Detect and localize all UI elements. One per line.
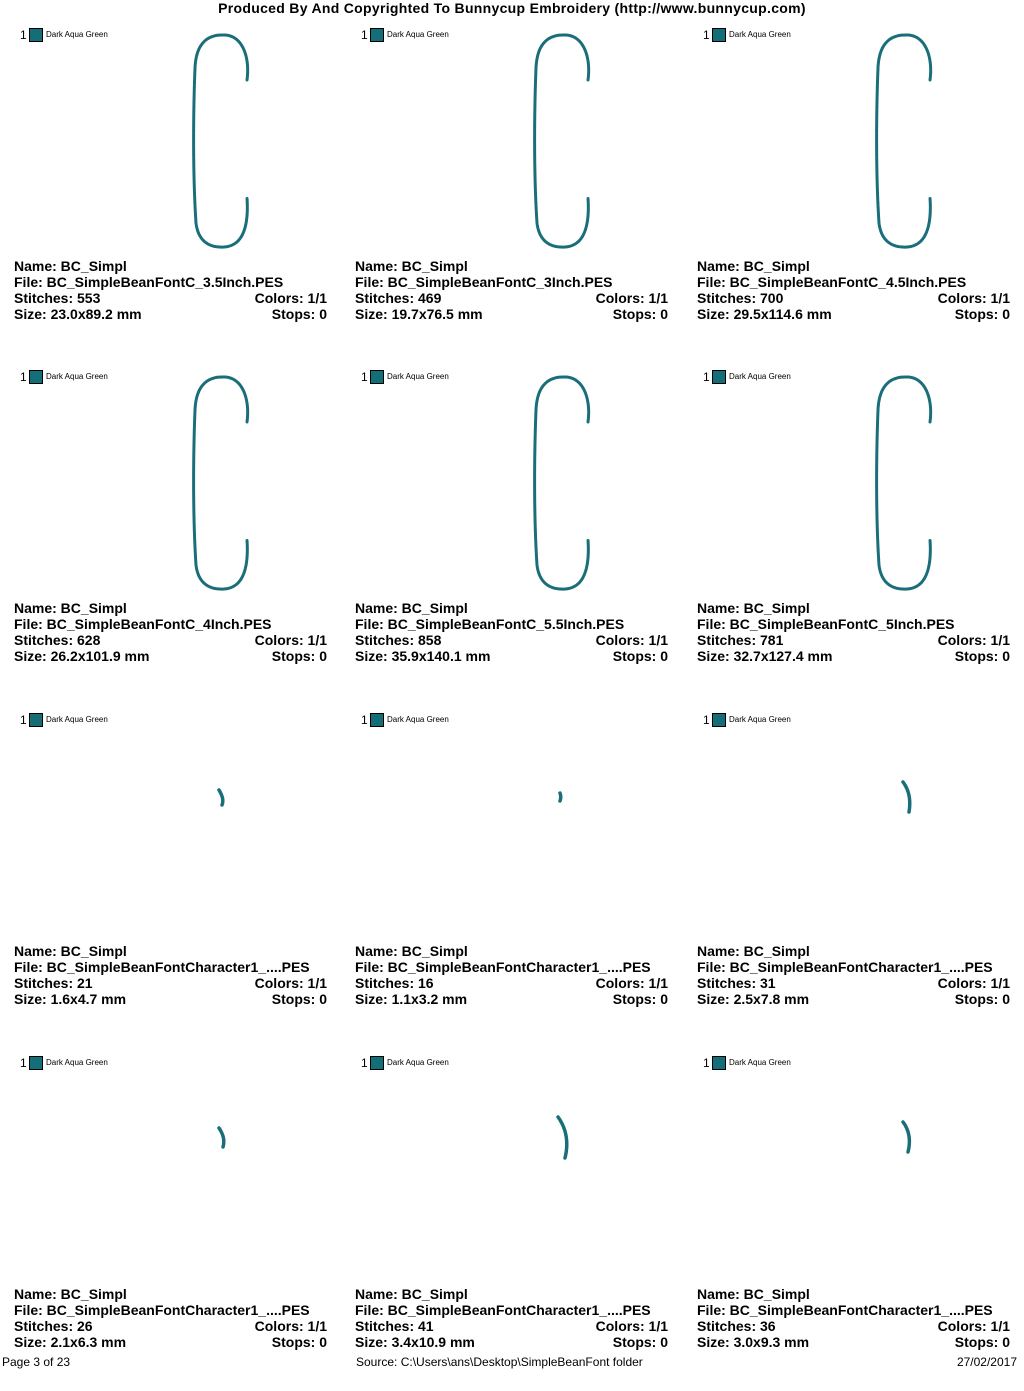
design-file: File: BC_SimpleBeanFontCharacter1_....PES [14, 959, 310, 975]
thread-index: 1 [703, 1056, 710, 1070]
stitch-path [877, 35, 931, 247]
thread-index: 1 [20, 1056, 27, 1070]
design-colors: Colors: 1/1 [254, 1318, 327, 1334]
design-card[interactable] [341, 20, 682, 363]
page-header: Produced By And Copyrighted To Bunnycup Embroidery (http://www.bunnycup.com) [218, 0, 806, 16]
thread-legend [361, 369, 449, 385]
design-colors: Colors: 1/1 [595, 632, 668, 648]
design-colors: Colors: 1/1 [937, 1318, 1010, 1334]
design-name: Name: BC_Simpl [14, 600, 127, 616]
design-stops: Stops: 0 [271, 991, 327, 1007]
design-size: Size: 1.1x3.2 mm [355, 991, 468, 1007]
design-stops: Stops: 0 [954, 991, 1010, 1007]
design-card[interactable] [341, 705, 682, 1048]
thread-swatch [370, 28, 384, 42]
design-stitches: Stitches: 26 [14, 1318, 93, 1334]
design-stops: Stops: 0 [954, 648, 1010, 664]
design-size: Size: 32.7x127.4 mm [697, 648, 833, 664]
design-size: Size: 29.5x114.6 mm [697, 306, 832, 322]
thread-index: 1 [703, 713, 710, 727]
design-file: File: BC_SimpleBeanFontC_5.5Inch.PES [355, 616, 625, 632]
stitch-path [535, 35, 589, 247]
thread-swatch [370, 370, 384, 384]
thread-color-name: Dark Aqua Green [46, 30, 108, 39]
design-colors: Colors: 1/1 [937, 290, 1010, 306]
page-footer [0, 1354, 1024, 1370]
design-colors: Colors: 1/1 [595, 1318, 668, 1334]
bracket-c-icon [793, 370, 1013, 595]
thread-index: 1 [361, 370, 368, 384]
stitch-path [194, 377, 248, 589]
design-card[interactable] [0, 705, 341, 1048]
thread-swatch [370, 1056, 384, 1070]
design-size: Size: 1.6x4.7 mm [14, 991, 127, 1007]
thread-color-name: Dark Aqua Green [729, 1058, 791, 1067]
design-file: File: BC_SimpleBeanFontC_3.5Inch.PES [14, 274, 284, 290]
thread-color-name: Dark Aqua Green [729, 715, 791, 724]
design-stops: Stops: 0 [271, 1334, 327, 1350]
bracket-c-icon [793, 28, 1013, 253]
stroke-icon [793, 713, 1013, 938]
thread-legend [361, 1055, 449, 1071]
design-size: Size: 2.1x6.3 mm [14, 1334, 127, 1350]
thread-swatch [29, 713, 43, 727]
design-info [355, 943, 668, 1007]
design-info [697, 600, 1010, 664]
thread-color-name: Dark Aqua Green [46, 1058, 108, 1067]
stitch-path [903, 1122, 909, 1152]
design-file: File: BC_SimpleBeanFontC_5Inch.PES [697, 616, 955, 632]
design-stitches: Stitches: 21 [14, 975, 93, 991]
bracket-c-icon [110, 370, 330, 595]
design-size: Size: 3.0x9.3 mm [697, 1334, 810, 1350]
design-colors: Colors: 1/1 [254, 290, 327, 306]
stitch-path [219, 790, 223, 805]
thread-color-name: Dark Aqua Green [46, 715, 108, 724]
design-name: Name: BC_Simpl [697, 943, 810, 959]
design-info [355, 1286, 668, 1350]
thread-color-name: Dark Aqua Green [729, 30, 791, 39]
stroke-icon [451, 713, 671, 938]
thread-swatch [370, 713, 384, 727]
design-stops: Stops: 0 [612, 306, 668, 322]
stroke-icon [110, 713, 330, 938]
design-card[interactable] [683, 1048, 1024, 1391]
design-size: Size: 26.2x101.9 mm [14, 648, 150, 664]
thread-index: 1 [361, 713, 368, 727]
design-colors: Colors: 1/1 [254, 975, 327, 991]
thread-legend [20, 369, 108, 385]
design-file: File: BC_SimpleBeanFontCharacter1_....PES [14, 1302, 310, 1318]
design-stops: Stops: 0 [954, 306, 1010, 322]
design-file: File: BC_SimpleBeanFontCharacter1_....PES [355, 959, 651, 975]
design-name: Name: BC_Simpl [355, 1286, 468, 1302]
design-name: Name: BC_Simpl [14, 258, 127, 274]
stroke-icon [451, 1056, 671, 1281]
design-file: File: BC_SimpleBeanFontCharacter1_....PES [697, 1302, 993, 1318]
design-card[interactable] [683, 362, 1024, 705]
thread-index: 1 [361, 1056, 368, 1070]
stitch-path [194, 35, 248, 247]
thread-color-name: Dark Aqua Green [387, 715, 449, 724]
stitch-path [219, 1128, 224, 1147]
thread-index: 1 [361, 28, 368, 42]
design-file: File: BC_SimpleBeanFontC_4.5Inch.PES [697, 274, 967, 290]
design-card[interactable] [0, 20, 341, 363]
thread-swatch [29, 28, 43, 42]
thread-swatch [29, 370, 43, 384]
thread-legend [703, 712, 791, 728]
design-card[interactable] [683, 705, 1024, 1048]
design-stitches: Stitches: 628 [14, 632, 101, 648]
design-info [697, 258, 1010, 322]
thread-legend [361, 27, 449, 43]
thread-swatch [712, 28, 726, 42]
thread-swatch [712, 713, 726, 727]
design-name: Name: BC_Simpl [14, 943, 127, 959]
thread-legend [20, 712, 108, 728]
bracket-c-icon [451, 28, 671, 253]
design-card[interactable] [341, 1048, 682, 1391]
design-stops: Stops: 0 [612, 1334, 668, 1350]
design-info [14, 943, 327, 1007]
thread-legend [703, 369, 791, 385]
design-stitches: Stitches: 36 [697, 1318, 776, 1334]
design-card[interactable] [341, 362, 682, 705]
thread-legend [361, 712, 449, 728]
design-colors: Colors: 1/1 [254, 632, 327, 648]
design-grid [0, 20, 1024, 1350]
thread-legend [703, 1055, 791, 1071]
stitch-path [535, 377, 589, 589]
design-size: Size: 23.0x89.2 mm [14, 306, 142, 322]
design-stitches: Stitches: 31 [697, 975, 776, 991]
thread-legend [20, 1055, 108, 1071]
design-info [355, 600, 668, 664]
design-stitches: Stitches: 469 [355, 290, 442, 306]
design-info [14, 258, 327, 322]
design-name: Name: BC_Simpl [697, 600, 810, 616]
thread-index: 1 [703, 28, 710, 42]
thread-index: 1 [20, 713, 27, 727]
design-size: Size: 35.9x140.1 mm [355, 648, 491, 664]
design-stops: Stops: 0 [954, 1334, 1010, 1350]
design-file: File: BC_SimpleBeanFontC_4Inch.PES [14, 616, 272, 632]
design-info [697, 1286, 1010, 1350]
design-card[interactable] [683, 20, 1024, 363]
thread-color-name: Dark Aqua Green [729, 372, 791, 381]
design-stops: Stops: 0 [271, 648, 327, 664]
design-name: Name: BC_Simpl [697, 258, 810, 274]
design-info [697, 943, 1010, 1007]
design-info [355, 258, 668, 322]
design-stops: Stops: 0 [612, 991, 668, 1007]
design-file: File: BC_SimpleBeanFontCharacter1_....PES [355, 1302, 651, 1318]
print-date: 27/02/2017 [956, 1355, 1017, 1369]
design-size: Size: 2.5x7.8 mm [697, 991, 810, 1007]
thread-index: 1 [20, 28, 27, 42]
thread-swatch [29, 1056, 43, 1070]
stroke-icon [110, 1056, 330, 1281]
design-colors: Colors: 1/1 [937, 975, 1010, 991]
thread-swatch [712, 370, 726, 384]
stitch-path [903, 782, 910, 812]
bracket-c-icon [451, 370, 671, 595]
thread-index: 1 [703, 370, 710, 384]
design-stitches: Stitches: 858 [355, 632, 442, 648]
design-stitches: Stitches: 700 [697, 290, 784, 306]
design-info [14, 600, 327, 664]
thread-color-name: Dark Aqua Green [46, 372, 108, 381]
design-stops: Stops: 0 [271, 306, 327, 322]
stitch-path [558, 1117, 567, 1158]
design-name: Name: BC_Simpl [697, 1286, 810, 1302]
stroke-icon [793, 1056, 1013, 1281]
stitch-path [877, 377, 931, 589]
thread-swatch [712, 1056, 726, 1070]
thread-legend [20, 27, 108, 43]
design-info [14, 1286, 327, 1350]
page-number: Page 3 of 23 [2, 1355, 71, 1369]
design-size: Size: 19.7x76.5 mm [355, 306, 483, 322]
thread-legend [703, 27, 791, 43]
design-stitches: Stitches: 781 [697, 632, 784, 648]
design-stitches: Stitches: 41 [355, 1318, 434, 1334]
design-name: Name: BC_Simpl [355, 600, 468, 616]
design-card[interactable] [0, 1048, 341, 1391]
thread-color-name: Dark Aqua Green [387, 30, 449, 39]
design-name: Name: BC_Simpl [14, 1286, 127, 1302]
thread-color-name: Dark Aqua Green [387, 372, 449, 381]
design-colors: Colors: 1/1 [595, 975, 668, 991]
thread-color-name: Dark Aqua Green [387, 1058, 449, 1067]
thread-index: 1 [20, 370, 27, 384]
design-name: Name: BC_Simpl [355, 943, 468, 959]
design-size: Size: 3.4x10.9 mm [355, 1334, 475, 1350]
bracket-c-icon [110, 28, 330, 253]
design-stitches: Stitches: 16 [355, 975, 434, 991]
stitch-path [560, 793, 561, 801]
design-stitches: Stitches: 553 [14, 290, 101, 306]
design-stops: Stops: 0 [612, 648, 668, 664]
design-file: File: BC_SimpleBeanFontCharacter1_....PES [697, 959, 993, 975]
design-colors: Colors: 1/1 [595, 290, 668, 306]
design-card[interactable] [0, 362, 341, 705]
source-path: Source: C:\Users\ans\Desktop\SimpleBeanFont folder [356, 1355, 643, 1369]
design-file: File: BC_SimpleBeanFontC_3Inch.PES [355, 274, 613, 290]
design-name: Name: BC_Simpl [355, 258, 468, 274]
design-colors: Colors: 1/1 [937, 632, 1010, 648]
